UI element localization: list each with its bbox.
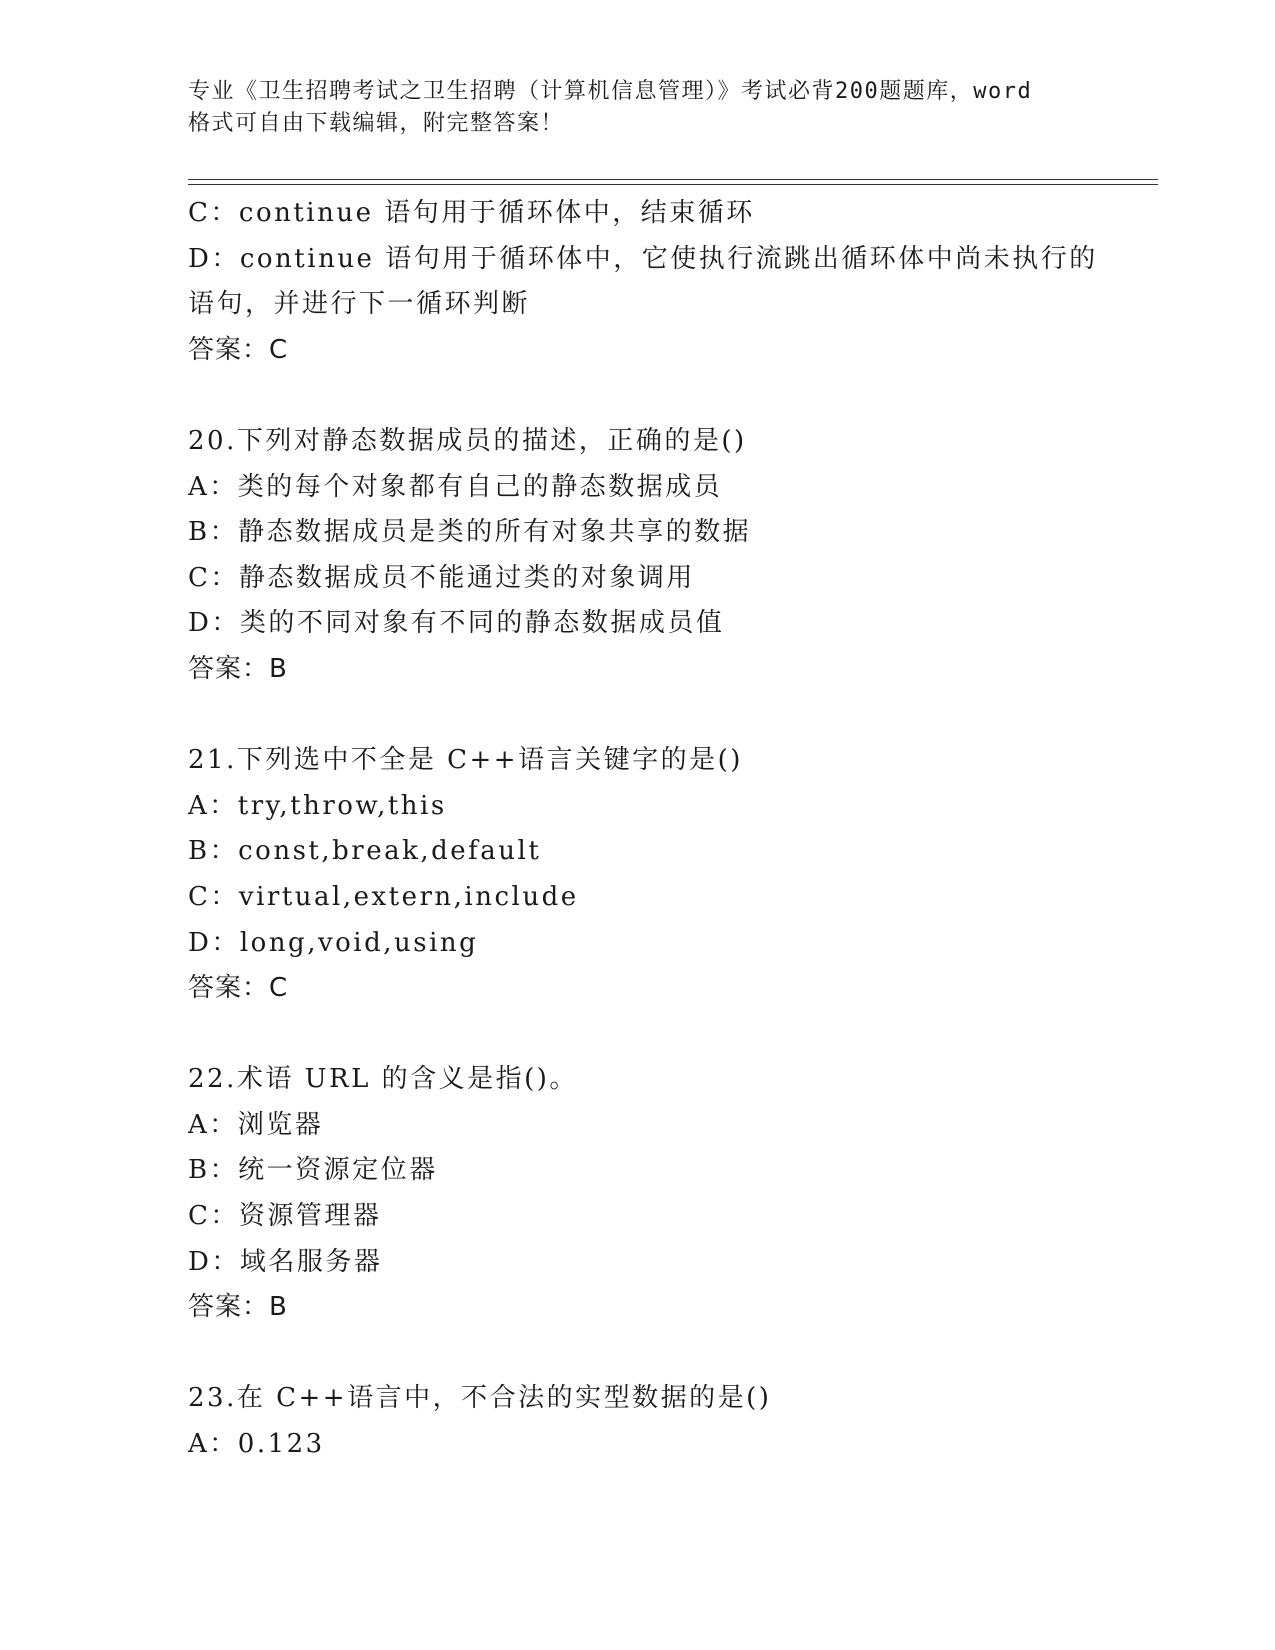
option-d: D：类的不同对象有不同的静态数据成员值 <box>188 608 725 639</box>
header-divider-top <box>188 179 1158 180</box>
question-22 <box>188 1057 1148 1331</box>
option-b: B：const,break,default <box>188 836 542 867</box>
option-d-continued: 语句，并进行下一循环判断 <box>188 289 531 320</box>
question-stem: 23.在 C++语言中，不合法的实型数据的是() <box>188 1383 772 1414</box>
option-d: D：long,void,using <box>188 927 479 958</box>
question-23 <box>188 1376 1148 1467</box>
spacer <box>188 693 1148 739</box>
answer: 答案：C <box>188 973 289 1004</box>
option-a: A：0.123 <box>188 1429 325 1460</box>
header-line-2: 格式可自由下载编辑，附完整答案！ <box>188 111 565 136</box>
option-a: A：浏览器 <box>188 1109 324 1140</box>
option-c: C：virtual,extern,include <box>188 881 579 912</box>
spacer <box>188 1012 1148 1058</box>
option-c: C：continue 语句用于循环体中，结束循环 <box>188 198 755 228</box>
spacer <box>188 1331 1148 1377</box>
option-a: A：try,throw,this <box>188 790 447 821</box>
answer: 答案：B <box>188 653 288 684</box>
option-d: D：域名服务器 <box>188 1246 383 1277</box>
option-b: B：静态数据成员是类的所有对象共享的数据 <box>188 517 752 548</box>
option-c: C：资源管理器 <box>188 1201 382 1232</box>
document-header <box>188 76 1088 140</box>
spacer <box>188 373 1148 419</box>
header-divider-bottom <box>188 184 1158 185</box>
question-stem: 21.下列选中不全是 C++语言关键字的是() <box>188 745 743 776</box>
document-content <box>188 191 1148 1468</box>
option-a: A：类的每个对象都有自己的静态数据成员 <box>188 471 723 502</box>
question-20 <box>188 419 1148 693</box>
answer: 答案：B <box>188 1292 288 1323</box>
option-d: D：continue 语句用于循环体中，它使执行流跳出循环体中尚未执行的 <box>188 243 1098 274</box>
question-stem: 20.下列对静态数据成员的描述，正确的是() <box>188 425 747 456</box>
option-c: C：静态数据成员不能通过类的对象调用 <box>188 562 695 593</box>
question-stem: 22.术语 URL 的含义是指()。 <box>188 1064 578 1095</box>
question-19-continuation <box>188 191 1148 373</box>
option-b: B：统一资源定位器 <box>188 1155 438 1186</box>
question-21 <box>188 738 1148 1012</box>
answer: 答案：C <box>188 334 289 365</box>
header-line-1: 专业《卫生招聘考试之卫生招聘（计算机信息管理）》考试必背200题题库，word <box>188 79 1033 104</box>
